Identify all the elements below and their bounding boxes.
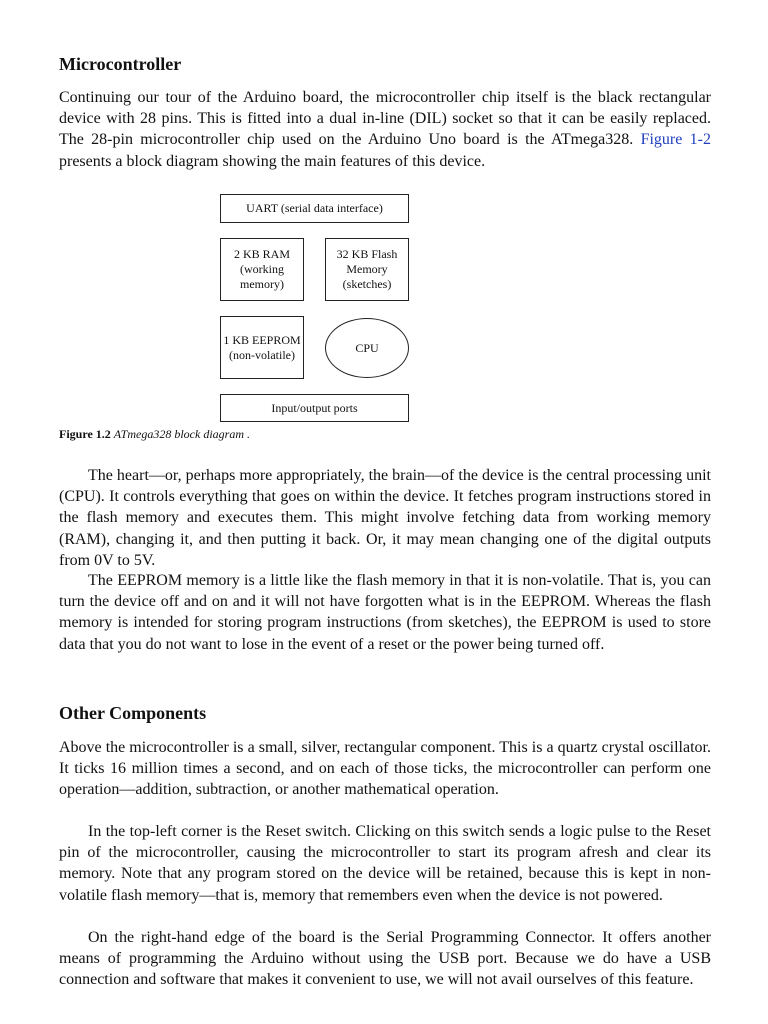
caption-text: ATmega328 block diagram . [113, 427, 250, 441]
diagram-io-block: Input/output ports [220, 394, 409, 422]
diagram-ram-block: 2 KB RAM (working memory) [220, 238, 304, 301]
diagram-cpu-block: CPU [325, 318, 409, 378]
figure-caption [59, 427, 250, 442]
figure-reference-link[interactable]: Figure 1-2 [640, 131, 711, 149]
diagram-uart-block: UART (serial data interface) [220, 194, 409, 223]
intro-text-end: presents a block diagram showing the main features of this device. [59, 152, 486, 170]
caption-label: Figure 1.2 [59, 427, 111, 441]
diagram-eeprom-block: 1 KB EEPROM (non-volatile) [220, 316, 304, 379]
paragraph-reset: In the top-left corner is the Reset switch. Clicking on this switch sends a logic pulse to the Reset pin of the microcontroller, causing the microcontroller to start its program afresh and clear its memory. Note that any program stored on the device will be retained, because this is kept in non-volatile flash memory—that is, memory that remembers even when the device is not powered. [59, 823, 711, 904]
section-heading-microcontroller: Microcontroller [59, 54, 182, 74]
paragraph-cpu: The heart—or, perhaps more appropriately, the brain—of the device is the central processing unit (CPU). It controls everything that goes on within the device. It fetches program instructions stored in the flash memory and executes them. This might involve fetching data from working memory (RAM), changing it, and then putting it back. Or, it may mean changing one of the digital outputs from 0V to 5V. [59, 467, 711, 569]
intro-text: Continuing our tour of the Arduino board, the microcontroller chip itself is the black rectangular device with 28 pins. This is fitted into a dual in-line (DIL) socket so that it can be easily replaced. The 28-pin microcontroller chip used on the Arduino Uno board is the ATmega328. [59, 89, 711, 149]
diagram-flash-block: 32 KB Flash Memory (sketches) [325, 238, 409, 301]
paragraph-oscillator: Above the microcontroller is a small, silver, rectangular component. This is a quartz crystal oscillator. It ticks 16 million times a second, and on each of those ticks, the microcontroller can perform one operation—addition, subtraction, or another mathematical operation. [59, 739, 711, 799]
intro-paragraph [59, 87, 711, 172]
section-heading-other-components: Other Components [59, 703, 207, 723]
paragraph-serial: On the right-hand edge of the board is the Serial Programming Connector. It offers another means of programming the Arduino without using the USB port. Because we do have a USB connection and software that makes it convenient to use, we will not avail ourselves of this feature. [59, 929, 711, 989]
paragraph-eeprom: The EEPROM memory is a little like the flash memory in that it is non-volatile. That is, you can turn the device off and on and it will not have forgotten what is in the EEPROM. Whereas the flash memory is intended for storing program instructions (from sketches), the EEPROM is used to store data that you do not want to lose in the event of a reset or the power being turned off. [59, 572, 711, 653]
